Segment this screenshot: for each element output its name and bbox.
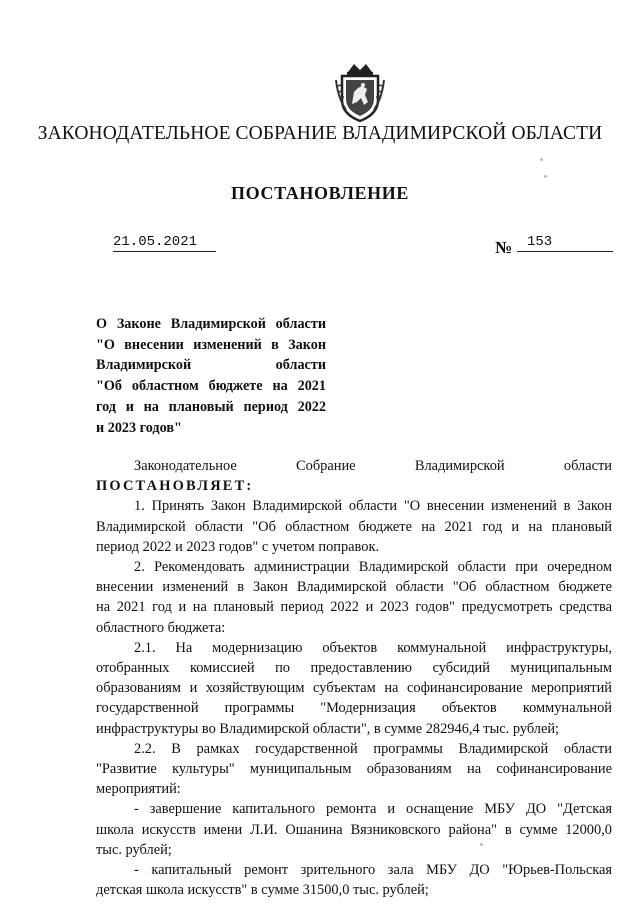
body-line: внесении изменений в Закон Владимирской области "Об областном бюджете [96,579,612,596]
body-line: детская школа искусств" в сумме 31500,0 тыс. рублей; [96,882,429,899]
body-line: период 2022 и 2023 годов" с учетом поправок. [96,538,380,555]
subject-line: Владимирской области [96,357,326,374]
subject-line: "Об областном бюджете на 2021 [96,378,326,395]
body-line: школа искусств имени Л.И. Ошанина Вязниковского района" в сумме 12000,0 [96,821,612,838]
body-line: на 2021 год и на плановый период 2022 и 2023 годов" предусмотреть средства [96,599,612,616]
scan-speck [540,158,543,161]
body-line: государственной программы "Модернизация объектов коммунальной [96,700,612,717]
subject-line: год и на плановый период 2022 [96,398,326,415]
body-line: "Развитие культуры" муниципальным образованиям на софинансирование [96,761,612,778]
body-line: инфраструктуры во Владимирской области", в сумме 282946,4 тыс. рублей; [96,720,560,737]
body-line: мероприятий: [96,781,181,798]
coat-of-arms-icon [334,58,386,124]
body-line: Законодательное Собрание Владимирской области [134,458,612,474]
body-line: образованиям и хозяйствующим субъектам на софинансирование мероприятий [96,680,612,697]
subject-line: О Законе Владимирской области [96,316,326,332]
body-line: - завершение капитального ремонта и оснащение МБУ ДО "Детская [134,801,612,818]
body-line: областного бюджета: [96,619,226,636]
scan-speck [480,843,483,846]
body-line: 2.2. В рамках государственной программы Владимирской области [134,740,612,757]
resolves-heading: ПОСТАНОВЛЯЕТ: [96,478,254,495]
subject-line: "О внесении изменений в Закон [96,336,326,353]
body-line: тыс. рублей; [96,841,172,858]
document-type-title: ПОСТАНОВЛЕНИЕ [231,183,409,203]
document-body [96,456,612,900]
number-sign: № [495,238,513,257]
document-date: 21.05.2021 [113,234,216,252]
body-line: 2.1. На модернизацию объектов коммунальной инфраструктуры, [134,639,612,656]
body-line: - капитальный ремонт зрительного зала МБУ ДО "Юрьев-Польская [134,862,612,879]
body-line: 1. Принять Закон Владимирской области "О внесении изменений в Закон [134,498,612,515]
body-line: 2. Рекомендовать администрации Владимирской области при очередном [134,559,612,576]
document-subject [96,314,326,438]
body-line: Владимирской области "Об областном бюджете на 2021 год и на плановый [96,518,612,535]
body-line: отобранных комиссией по предоставлению субсидий муниципальным [96,660,612,677]
subject-line: и 2023 годов" [96,419,182,436]
organization-title: ЗАКОНОДАТЕЛЬНОЕ СОБРАНИЕ ВЛАДИМИРСКОЙ ОБЛАСТИ [37,123,603,144]
scan-speck [544,175,547,178]
document-number: 153 [517,234,613,252]
